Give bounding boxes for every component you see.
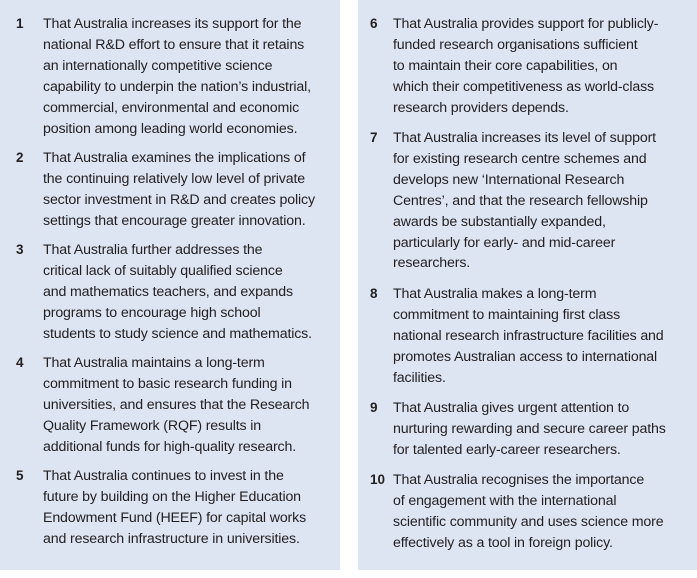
- text-line: commercial, environmental and economic: [43, 99, 300, 116]
- recommendation-text: [393, 128, 689, 274]
- text-line: Quality Framework (RQF) results in: [43, 417, 261, 434]
- text-line: That Australia increases its level of support: [393, 130, 656, 147]
- recommendation-6: [370, 14, 689, 119]
- recommendation-text: [43, 240, 328, 345]
- text-line: That Australia examines the implications of: [43, 149, 306, 166]
- text-line: national R&D effort to ensure that it retains: [43, 36, 305, 53]
- recommendation-4: [16, 353, 328, 458]
- text-line: That Australia increases its support for the: [43, 16, 302, 32]
- text-line: additional funds for high-quality research.: [43, 438, 297, 455]
- text-line: Centres’, and that the research fellowship: [393, 192, 648, 209]
- text-line: critical lack of suitably qualified science: [43, 262, 283, 279]
- recommendation-text: [393, 284, 689, 389]
- text-line: research providers depends.: [393, 99, 569, 116]
- text-line: commitment to basic research funding in: [43, 376, 292, 392]
- text-line: for talented early-career researchers.: [393, 441, 621, 458]
- recommendation-text: [43, 353, 328, 458]
- recommendation-number: 2: [16, 149, 24, 165]
- text-line: That Australia makes a long-term: [393, 285, 597, 302]
- text-line: nurturing rewarding and secure career paths: [393, 420, 666, 437]
- text-line: Endowment Fund (HEEF) for capital works: [43, 509, 307, 526]
- text-line: settings that encourage greater innovation.: [43, 212, 306, 229]
- text-line: effectively as a tool in foreign policy.: [393, 534, 613, 551]
- text-line: of engagement with the international: [393, 493, 617, 510]
- text-line: develops new ‘International Research: [393, 171, 625, 188]
- recommendation-7: [370, 128, 689, 274]
- text-line: an internationally competitive science: [43, 57, 273, 74]
- text-line: promotes Australian access to international: [393, 348, 658, 365]
- recommendation-text: [393, 470, 689, 554]
- recommendation-number: 4: [16, 355, 24, 371]
- recommendation-5: [16, 466, 328, 550]
- text-line: That Australia provides support for publicly-: [393, 16, 659, 32]
- text-line: That Australia gives urgent attention to: [393, 399, 630, 416]
- text-line: national research infrastructure facilities and: [393, 327, 664, 344]
- text-line: to maintain their core capabilities, on: [393, 57, 618, 74]
- recommendation-number: 3: [16, 242, 24, 258]
- recommendation-number: 1: [16, 16, 24, 31]
- text-line: awards be substantially expanded,: [393, 213, 606, 230]
- text-line: position among leading world economies.: [43, 120, 298, 137]
- recommendation-2: [16, 148, 328, 232]
- text-line: researchers.: [393, 255, 471, 272]
- text-line: facilities.: [393, 369, 446, 386]
- recommendation-number: 8: [370, 285, 378, 301]
- recommendation-10: [370, 470, 689, 554]
- text-line: and research infrastructure in universities.: [43, 530, 300, 547]
- text-line: That Australia recognises the importance: [393, 472, 645, 489]
- recommendation-3: [16, 240, 328, 345]
- recommendation-text: [43, 14, 328, 139]
- text-line: students to study science and mathematics.: [43, 325, 312, 342]
- text-line: sector investment in R&D and creates policy: [43, 191, 315, 208]
- recommendation-9: [370, 398, 689, 461]
- text-line: That Australia maintains a long-term: [43, 355, 265, 372]
- recommendations-left-panel: [0, 0, 340, 570]
- text-line: commitment to maintaining first class: [393, 306, 621, 323]
- text-line: and mathematics teachers, and expands: [43, 283, 293, 300]
- recommendation-8: [370, 284, 689, 389]
- recommendation-text: [393, 398, 689, 461]
- text-line: universities, and ensures that the Research: [43, 396, 310, 413]
- text-line: particularly for early- and mid-career: [393, 234, 616, 251]
- text-line: future by building on the Higher Education: [43, 489, 301, 506]
- recommendation-1: [16, 14, 328, 139]
- text-line: funded research organisations sufficient: [393, 36, 638, 53]
- text-line: for existing research centre schemes and: [393, 150, 647, 167]
- text-line: which their competitiveness as world-class: [393, 78, 654, 95]
- text-line: That Australia further addresses the: [43, 242, 263, 259]
- recommendation-number: 10: [370, 472, 386, 488]
- text-line: the continuing relatively low level of private: [43, 170, 306, 187]
- recommendations-right-panel: [358, 0, 697, 570]
- recommendation-number: 7: [370, 130, 378, 146]
- text-line: programs to encourage high school: [43, 304, 261, 321]
- recommendation-text: [393, 14, 689, 119]
- recommendation-number: 5: [16, 468, 24, 484]
- text-line: That Australia continues to invest in the: [43, 468, 284, 485]
- text-line: scientific community and uses science more: [393, 513, 664, 530]
- recommendation-number: 9: [370, 399, 378, 415]
- recommendation-text: [43, 466, 328, 550]
- recommendation-text: [43, 148, 328, 232]
- text-line: capability to underpin the nation’s industrial,: [43, 78, 311, 95]
- recommendation-number: 6: [370, 16, 378, 31]
